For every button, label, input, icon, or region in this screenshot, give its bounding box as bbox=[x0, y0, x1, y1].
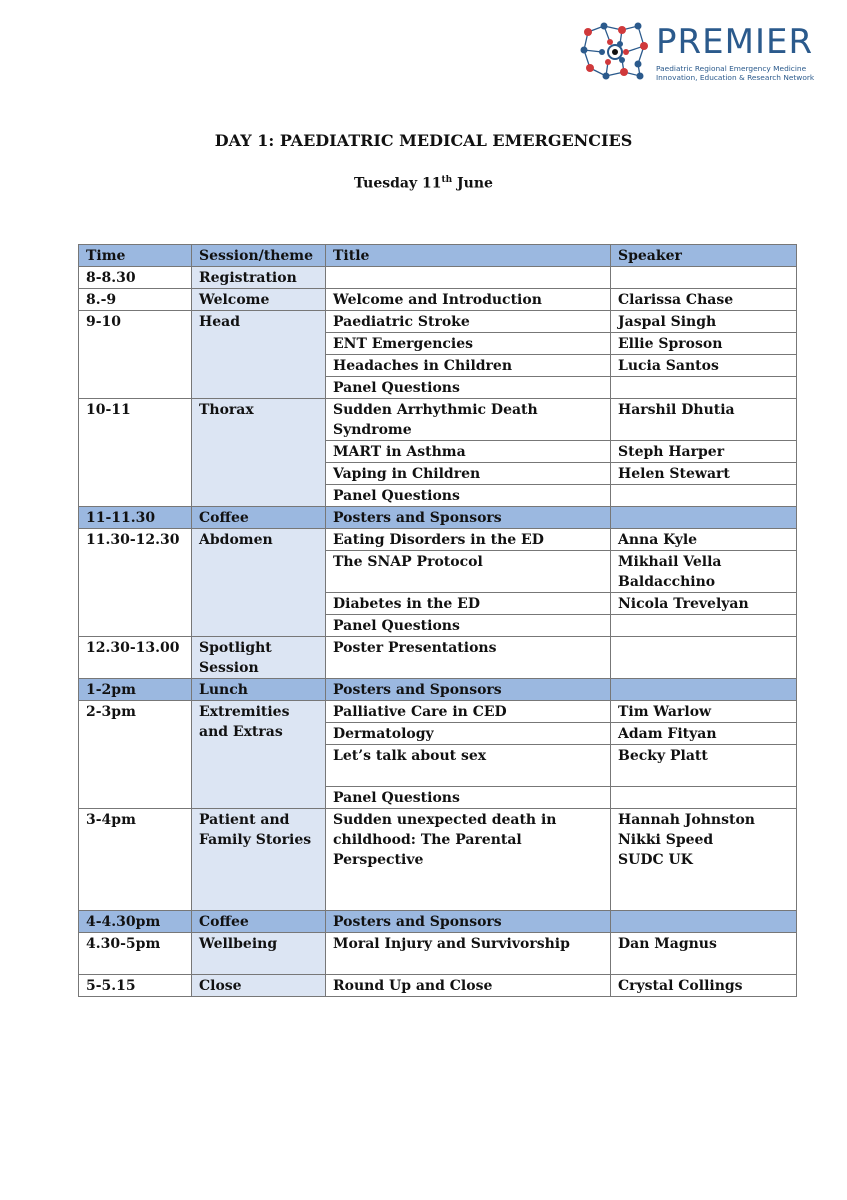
time-cell: 12.30-13.00 bbox=[79, 637, 192, 679]
header-speaker: Speaker bbox=[611, 245, 797, 267]
speaker-cell bbox=[611, 507, 797, 529]
title-cell bbox=[326, 267, 611, 289]
time-cell: 11.30-12.30 bbox=[79, 529, 192, 637]
title-cell: Let’s talk about sex bbox=[326, 745, 611, 787]
speaker-cell: Lucia Santos bbox=[611, 355, 797, 377]
title-cell: Panel Questions bbox=[326, 377, 611, 399]
logo-wordmark: PREMIER bbox=[656, 22, 814, 62]
speaker-cell: Crystal Collings bbox=[611, 975, 797, 997]
table-row bbox=[79, 975, 797, 997]
title-cell: Headaches in Children bbox=[326, 355, 611, 377]
table-row bbox=[79, 289, 797, 311]
title-cell: Palliative Care in CED bbox=[326, 701, 611, 723]
table-row bbox=[79, 933, 797, 975]
table-row bbox=[79, 679, 797, 701]
time-cell: 10-11 bbox=[79, 399, 192, 507]
theme-cell: Coffee bbox=[192, 507, 326, 529]
theme-cell: Registration bbox=[192, 267, 326, 289]
speaker-cell: Ellie Sproson bbox=[611, 333, 797, 355]
title-cell: Posters and Sponsors bbox=[326, 679, 611, 701]
table-row bbox=[79, 507, 797, 529]
time-cell: 8-8.30 bbox=[79, 267, 192, 289]
speaker-cell: Helen Stewart bbox=[611, 463, 797, 485]
date-month: June bbox=[452, 175, 493, 192]
speaker-cell: Harshil Dhutia bbox=[611, 399, 797, 441]
time-cell: 1-2pm bbox=[79, 679, 192, 701]
table-row bbox=[79, 809, 797, 911]
header-session-theme: Session/theme bbox=[192, 245, 326, 267]
time-cell: 11-11.30 bbox=[79, 507, 192, 529]
speaker-line: Hannah Johnston bbox=[618, 812, 755, 828]
theme-cell: Abdomen bbox=[192, 529, 326, 637]
theme-cell: Spotlight Session bbox=[192, 637, 326, 679]
title-cell: Panel Questions bbox=[326, 787, 611, 809]
molecule-logo-icon bbox=[578, 20, 652, 84]
title-cell: Paediatric Stroke bbox=[326, 311, 611, 333]
logo-tagline-line-2: Innovation, Education & Research Network bbox=[656, 73, 815, 82]
title-cell: Poster Presentations bbox=[326, 637, 611, 679]
theme-cell: Close bbox=[192, 975, 326, 997]
speaker-cell: Clarissa Chase bbox=[611, 289, 797, 311]
header-time: Time bbox=[79, 245, 192, 267]
speaker-cell bbox=[611, 787, 797, 809]
speaker-cell: Nicola Trevelyan bbox=[611, 593, 797, 615]
theme-cell: Wellbeing bbox=[192, 933, 326, 975]
theme-cell: Head bbox=[192, 311, 326, 399]
page-title: DAY 1: PAEDIATRIC MEDICAL EMERGENCIES bbox=[214, 131, 633, 150]
premier-logo bbox=[578, 18, 828, 86]
theme-cell: Welcome bbox=[192, 289, 326, 311]
time-cell: 4-4.30pm bbox=[79, 911, 192, 933]
title-cell: Moral Injury and Survivorship bbox=[326, 933, 611, 975]
table-row bbox=[79, 399, 797, 441]
table-header-row bbox=[79, 245, 797, 267]
speaker-cell: Becky Platt bbox=[611, 745, 797, 787]
title-cell: Welcome and Introduction bbox=[326, 289, 611, 311]
theme-cell: Lunch bbox=[192, 679, 326, 701]
speaker-cell: Steph Harper bbox=[611, 441, 797, 463]
title-cell: Panel Questions bbox=[326, 485, 611, 507]
time-cell: 8.-9 bbox=[79, 289, 192, 311]
table-row bbox=[79, 311, 797, 333]
logo-tagline-line-1: Paediatric Regional Emergency Medicine bbox=[656, 64, 807, 73]
time-cell: 3-4pm bbox=[79, 809, 192, 911]
date-ordinal: th bbox=[441, 175, 453, 185]
time-cell: 5-5.15 bbox=[79, 975, 192, 997]
theme-cell: Patient and Family Stories bbox=[192, 809, 326, 911]
theme-cell: Extremities and Extras bbox=[192, 701, 326, 809]
title-cell: Vaping in Children bbox=[326, 463, 611, 485]
title-cell: Sudden Arrhythmic Death Syndrome bbox=[326, 399, 611, 441]
speaker-cell bbox=[611, 485, 797, 507]
table-row bbox=[79, 701, 797, 723]
title-cell: Posters and Sponsors bbox=[326, 911, 611, 933]
title-cell: MART in Asthma bbox=[326, 441, 611, 463]
speaker-cell bbox=[611, 267, 797, 289]
date-day: Tuesday 11 bbox=[354, 175, 442, 192]
event-date bbox=[0, 175, 847, 192]
speaker-cell: Dan Magnus bbox=[611, 933, 797, 975]
table-row bbox=[79, 637, 797, 679]
title-cell: Round Up and Close bbox=[326, 975, 611, 997]
speaker-cell: Anna Kyle bbox=[611, 529, 797, 551]
speaker-cell bbox=[611, 679, 797, 701]
speaker-cell bbox=[611, 809, 797, 911]
speaker-cell bbox=[611, 377, 797, 399]
title-cell: Eating Disorders in the ED bbox=[326, 529, 611, 551]
time-cell: 2-3pm bbox=[79, 701, 192, 809]
speaker-cell bbox=[611, 615, 797, 637]
schedule-table bbox=[78, 244, 797, 997]
table-row bbox=[79, 529, 797, 551]
speaker-line: SUDC UK bbox=[618, 852, 693, 868]
header-title: Title bbox=[326, 245, 611, 267]
theme-cell: Coffee bbox=[192, 911, 326, 933]
title-cell: ENT Emergencies bbox=[326, 333, 611, 355]
title-cell: Dermatology bbox=[326, 723, 611, 745]
time-cell: 4.30-5pm bbox=[79, 933, 192, 975]
title-cell: The SNAP Protocol bbox=[326, 551, 611, 593]
title-cell: Posters and Sponsors bbox=[326, 507, 611, 529]
speaker-line: Nikki Speed bbox=[618, 832, 714, 848]
theme-cell: Thorax bbox=[192, 399, 326, 507]
speaker-cell: Tim Warlow bbox=[611, 701, 797, 723]
time-cell: 9-10 bbox=[79, 311, 192, 399]
title-cell: Panel Questions bbox=[326, 615, 611, 637]
speaker-cell: Jaspal Singh bbox=[611, 311, 797, 333]
speaker-cell bbox=[611, 911, 797, 933]
speaker-cell: Mikhail Vella Baldacchino bbox=[611, 551, 797, 593]
title-cell: Sudden unexpected death in childhood: The Parental Perspective bbox=[326, 809, 611, 911]
logo-tagline bbox=[656, 64, 814, 82]
title-cell: Diabetes in the ED bbox=[326, 593, 611, 615]
table-row bbox=[79, 911, 797, 933]
speaker-cell: Adam Fityan bbox=[611, 723, 797, 745]
speaker-cell bbox=[611, 637, 797, 679]
table-row bbox=[79, 267, 797, 289]
